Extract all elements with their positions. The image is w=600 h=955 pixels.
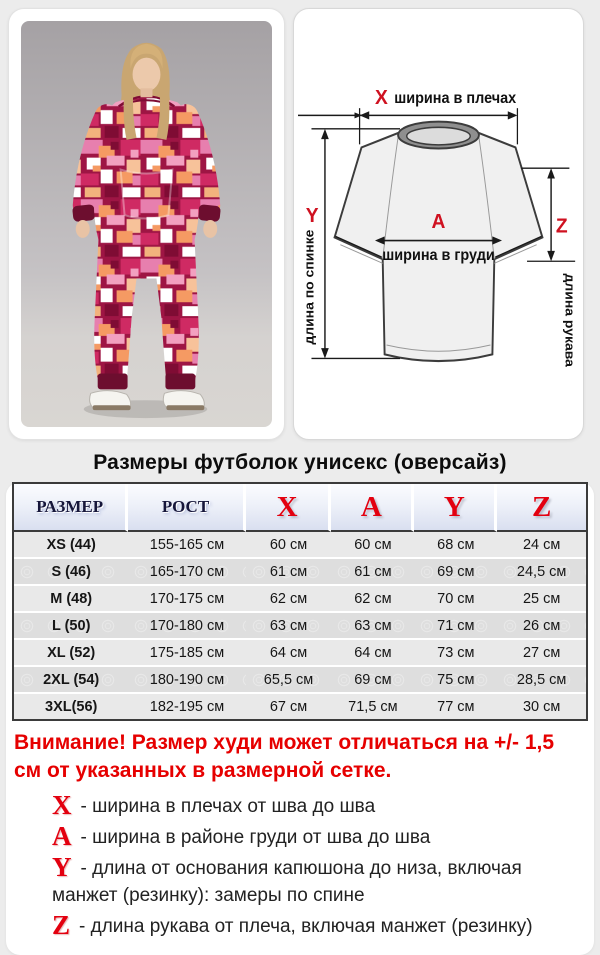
table-cell: 69 см [331,667,414,694]
size-warning-text: Внимание! Размер худи может отличаться на +/- 1,5 см от указанных в размерной сетке. [14,731,555,782]
table-cell: 63 см [331,613,414,640]
tshirt-measurement-diagram [298,13,579,435]
table-cell: 28,5 см [497,667,586,694]
table-cell: L (50) [14,613,128,640]
page-title: Размеры футболок унисекс (оверсайз) [93,451,507,474]
table-cell: 24,5 см [497,559,586,586]
legend-item-x [52,789,578,820]
table-cell: 165-170 см [128,559,245,586]
table-cell: 75 см [414,667,497,694]
col-header-a: A [331,484,414,532]
table-row [14,694,586,719]
model-photo [21,21,272,427]
diagram-a-letter: A [431,210,446,234]
table-cell: 77 см [414,694,497,719]
table-cell: 62 см [246,586,332,613]
table-row [14,532,586,559]
table-cell: 175-185 см [128,640,245,667]
table-cell: M (48) [14,586,128,613]
legend-text-a: - ширина в районе груди от шва до шва [80,826,431,848]
legend-item-z [52,909,578,940]
table-cell: 65,5 см [246,667,332,694]
legend-letter-y: Y [52,851,72,882]
diagram-y-letter: Y [305,204,319,228]
legend-letter-a: A [52,820,72,851]
table-cell: 26 см [497,613,586,640]
legend-text-x: - ширина в плечах от шва до шва [80,795,376,817]
measurement-legend [12,787,588,940]
table-cell: 62 см [331,586,414,613]
legend-letter-z: Z [52,909,71,940]
size-table [12,482,588,721]
diagram-z-label: длина рукава [562,273,578,367]
legend-letter-x: X [52,789,72,820]
table-row [14,613,586,640]
table-cell: 182-195 см [128,694,245,719]
table-cell: 64 см [331,640,414,667]
table-cell: 71 см [414,613,497,640]
table-row [14,559,586,586]
legend-item-y [52,851,578,909]
legend-text-z: - длина рукава от плеча, включая манжет (резинку) [79,915,533,937]
size-info-card [6,482,594,955]
col-header-height: РОСТ [128,484,245,532]
table-cell: 24 см [497,532,586,559]
table-row [14,667,586,694]
diagram-x-label: ширина в плечах [394,89,517,108]
table-row [14,640,586,667]
measurement-diagram-card [293,8,584,440]
legend-text-y: - длина от основания капюшона до низа, включая манжет (резинку): замеры по спине [52,857,522,906]
table-cell: 3XL(56) [14,694,128,719]
col-header-y: Y [414,484,497,532]
diagram-x-letter: X [374,86,388,110]
table-cell: 25 см [497,586,586,613]
table-cell: 2XL (54) [14,667,128,694]
table-cell: 61 см [246,559,332,586]
col-header-z: Z [497,484,586,532]
diagram-z-letter: Z [555,214,568,238]
table-cell: 180-190 см [128,667,245,694]
table-cell: 73 см [414,640,497,667]
table-cell: 69 см [414,559,497,586]
diagram-y-label: длина по спинке [301,229,317,345]
top-section [0,0,600,440]
model-photo-card [8,8,285,440]
diagram-a-label: ширина в груди [382,246,495,265]
table-row [14,586,586,613]
table-cell: 170-175 см [128,586,245,613]
table-cell: XS (44) [14,532,128,559]
table-cell: 68 см [414,532,497,559]
table-cell: S (46) [14,559,128,586]
table-cell: 61 см [331,559,414,586]
table-cell: 27 см [497,640,586,667]
table-cell: 60 см [331,532,414,559]
table-cell: 64 см [246,640,332,667]
table-cell: 63 см [246,613,332,640]
table-cell: 60 см [246,532,332,559]
col-header-x: X [246,484,332,532]
table-cell: 67 см [246,694,332,719]
table-header-row [14,484,586,532]
table-cell: 70 см [414,586,497,613]
legend-item-a [52,820,578,851]
table-cell: 170-180 см [128,613,245,640]
table-cell: 71,5 см [331,694,414,719]
col-header-size: РАЗМЕР [14,484,128,532]
table-cell: 30 см [497,694,586,719]
table-cell: 155-165 см [128,532,245,559]
table-cell: XL (52) [14,640,128,667]
